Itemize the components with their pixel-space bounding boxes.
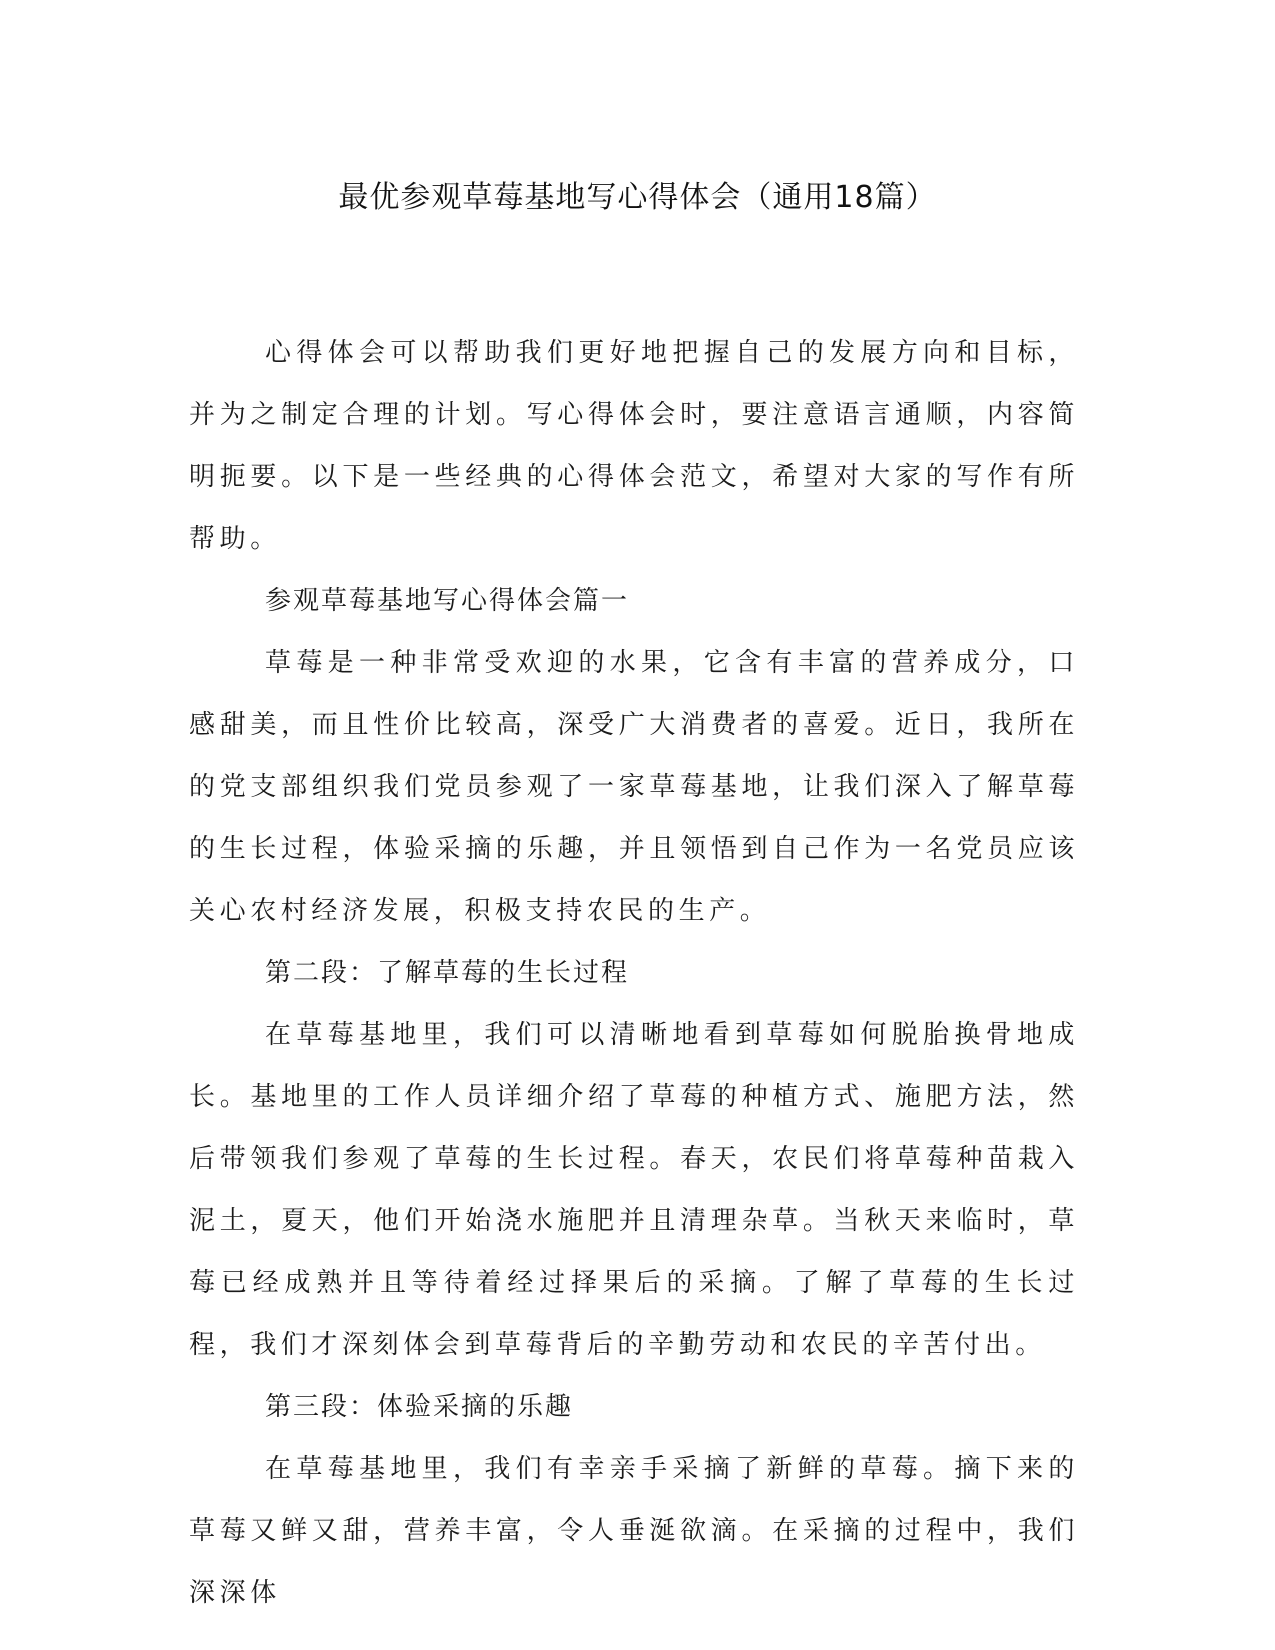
- document-title: 最优参观草莓基地写心得体会（通用18篇）: [338, 180, 937, 215]
- section-heading-second: 第二段：了解草莓的生长过程: [265, 958, 630, 988]
- paragraph-strawberry-intro: 草莓是一种非常受欢迎的水果，它含有丰富的营养成分，口感甜美，而且性价比较高，深受广大消费者的喜爱。近日，我所在的党支部组织我们党员参观了一家草莓基地，让我们深入了解草莓的生长过程，体验采摘的乐趣，并且领悟到自己作为一名党员应该关心农村经济发展，积极支持农民的生产。: [189, 648, 1079, 926]
- paragraph-growth-process: 在草莓基地里，我们可以清晰地看到草莓如何脱胎换骨地成长。基地里的工作人员详细介绍了草莓的种植方式、施肥方法，然后带领我们参观了草莓的生长过程。春天，农民们将草莓种苗栽入泥土，夏天，他们开始浇水施肥并且清理杂草。当秋天来临时，草莓已经成熟并且等待着经过择果后的采摘。了解了草莓的生长过程，我们才深刻体会到草莓背后的辛勤劳动和农民的辛苦付出。: [189, 1020, 1079, 1360]
- document-body: [189, 322, 1079, 1624]
- section-heading-part-one: 参观草莓基地写心得体会篇一: [265, 586, 630, 616]
- intro-paragraph: 心得体会可以帮助我们更好地把握自己的发展方向和目标，并为之制定合理的计划。写心得体会时，要注意语言通顺，内容简明扼要。以下是一些经典的心得体会范文，希望对大家的写作有所帮助。: [189, 338, 1079, 554]
- paragraph-picking: 在草莓基地里，我们有幸亲手采摘了新鲜的草莓。摘下来的草莓又鲜又甜，营养丰富，令人垂涎欲滴。在采摘的过程中，我们深深体: [189, 1454, 1079, 1608]
- section-heading-third: 第三段：体验采摘的乐趣: [265, 1392, 574, 1422]
